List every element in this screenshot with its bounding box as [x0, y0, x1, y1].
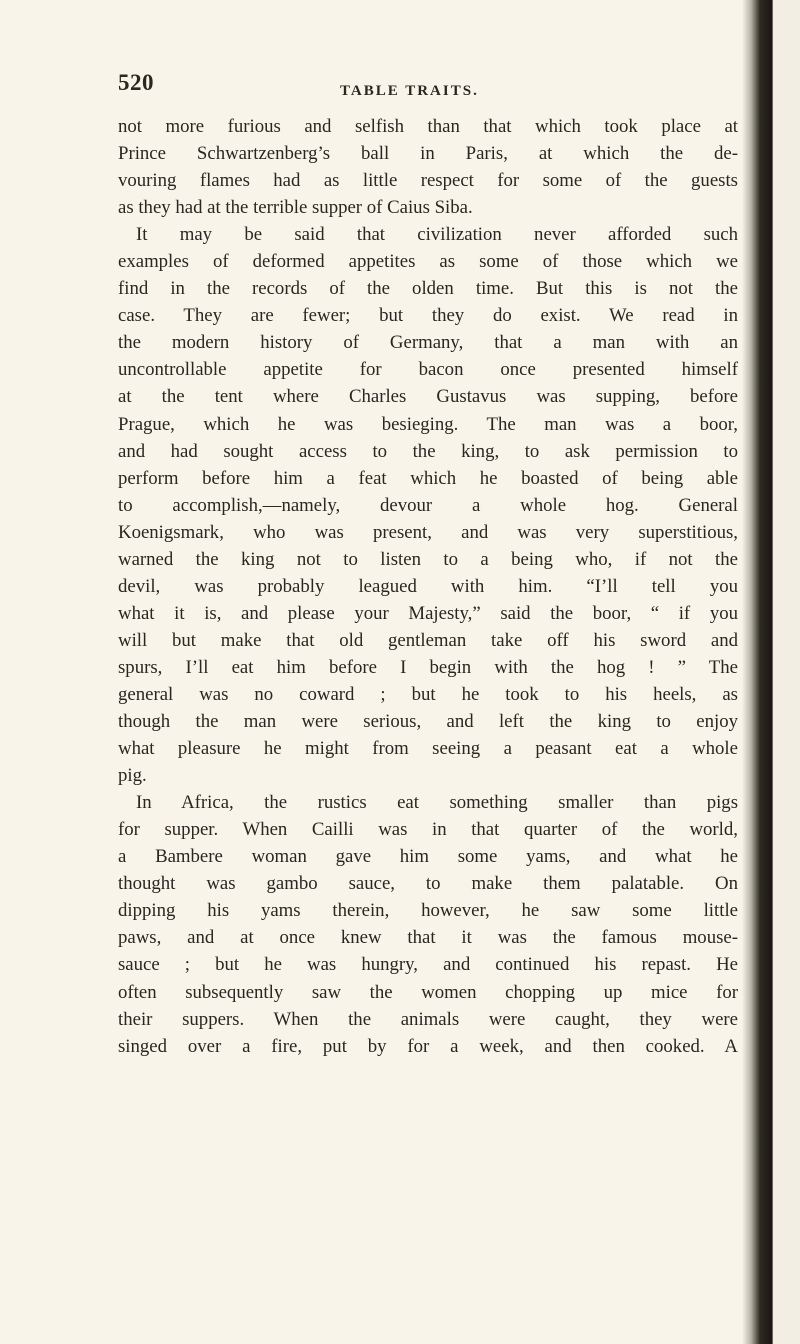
- text-line: will but make that old gentleman take off his sword and: [118, 629, 738, 651]
- text-line: case. They are fewer; but they do exist. We read in: [118, 305, 738, 327]
- text-line: sauce ; but he was hungry, and continued his repast. He: [118, 954, 738, 976]
- text-line: paws, and at once knew that it was the famous mouse-: [118, 927, 738, 949]
- text-line: dipping his yams therein, however, he saw some little: [118, 900, 738, 922]
- text-line: devil, was probably leagued with him. “I’ll tell you: [118, 575, 738, 597]
- page-number: 520: [118, 70, 154, 95]
- text-line: uncontrollable appetite for bacon once presented himself: [118, 359, 738, 381]
- text-line: what it is, and please your Majesty,” said the boor, “ if you: [118, 602, 738, 624]
- facing-page-edge: [772, 0, 800, 1344]
- text-line: as they had at the terrible supper of Caius Siba.: [118, 197, 473, 219]
- text-line: It may be said that civilization never afforded such: [136, 224, 738, 246]
- text-line: to accomplish,—namely, devour a whole hog. General: [118, 494, 738, 516]
- text-line: singed over a fire, put by for a week, and then cooked. A: [118, 1035, 738, 1057]
- text-line: examples of deformed appetites as some of those which we: [118, 251, 738, 273]
- text-line: Prince Schwartzenberg’s ball in Paris, at which the de-: [118, 143, 738, 165]
- text-line: the modern history of Germany, that a man with an: [118, 332, 738, 354]
- body-text: [118, 113, 738, 1060]
- text-line: pig.: [118, 765, 147, 787]
- text-line: In Africa, the rustics eat something smaller than pigs: [136, 792, 738, 814]
- text-line: for supper. When Cailli was in that quarter of the world,: [118, 819, 738, 841]
- text-line: their suppers. When the animals were caught, they were: [118, 1008, 738, 1030]
- text-line: a Bambere woman gave him some yams, and what he: [118, 846, 738, 868]
- text-line: spurs, I’ll eat him before I begin with the hog ! ” The: [118, 656, 738, 678]
- text-line: Prague, which he was besieging. The man was a boor,: [118, 413, 738, 435]
- text-line: general was no coward ; but he took to his heels, as: [118, 683, 738, 705]
- text-line: find in the records of the olden time. But this is not the: [118, 278, 738, 300]
- text-line: and had sought access to the king, to ask permission to: [118, 440, 738, 462]
- text-line: perform before him a feat which he boasted of being able: [118, 467, 738, 489]
- text-line: at the tent where Charles Gustavus was supping, before: [118, 386, 738, 408]
- text-line: thought was gambo sauce, to make them palatable. On: [118, 873, 738, 895]
- text-line: Koenigsmark, who was present, and was very superstitious,: [118, 521, 738, 543]
- text-line: not more furious and selfish than that which took place at: [118, 116, 738, 137]
- running-head: TABLE TRAITS.: [340, 83, 479, 99]
- binding-gutter: [742, 0, 772, 1344]
- text-line: what pleasure he might from seeing a peasant eat a whole: [118, 738, 738, 760]
- text-line: though the man were serious, and left the king to enjoy: [118, 711, 738, 733]
- text-line: vouring flames had as little respect for some of the guests: [118, 170, 738, 192]
- text-line: warned the king not to listen to a being who, if not the: [118, 548, 738, 570]
- text-line: often subsequently saw the women chopping up mice for: [118, 981, 738, 1003]
